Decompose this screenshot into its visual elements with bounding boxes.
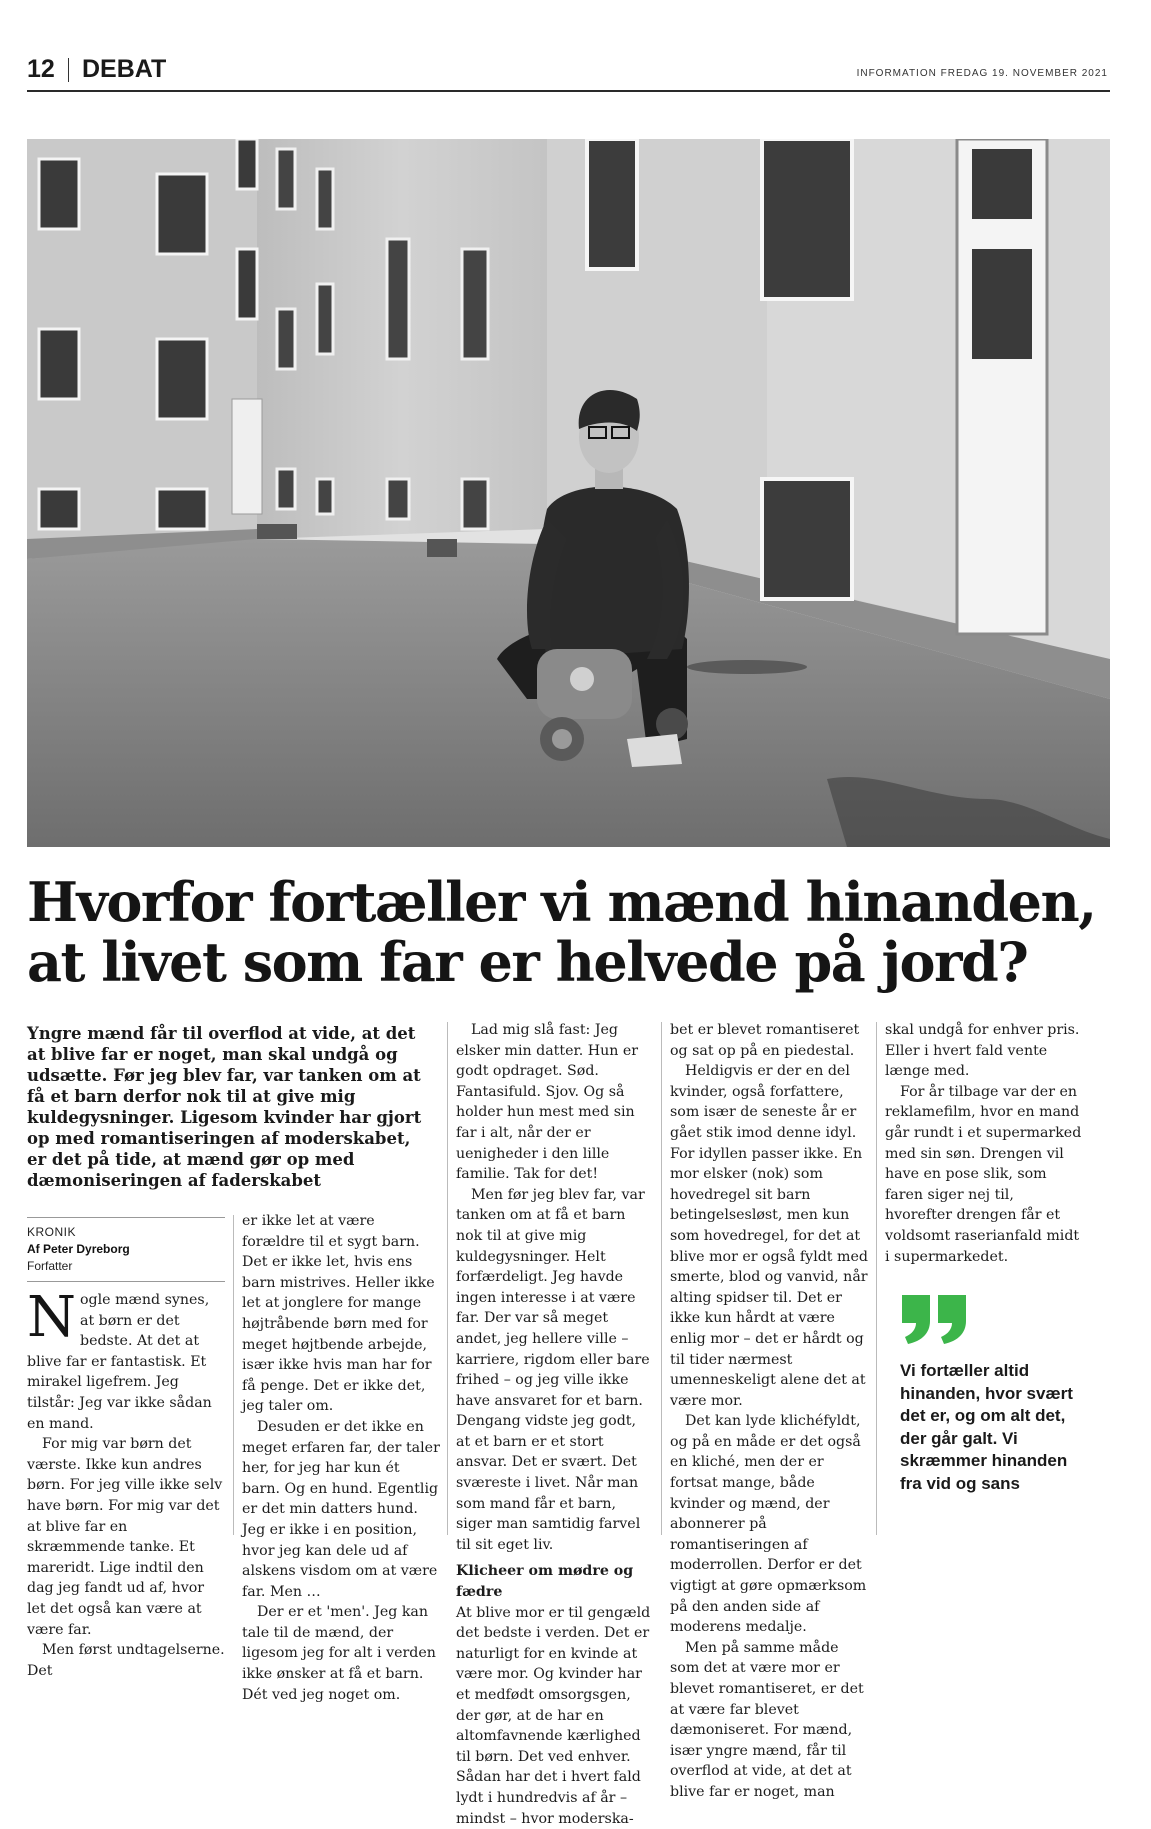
body-column-4 [670,1020,868,1803]
byline [27,1217,225,1282]
page-header [27,52,1110,92]
body-paragraph: Der er et 'men'. Jeg kan tale til de mænd, der ligesom jeg for alt i verden ikke ønsker at få et barn. Dét ved jeg noget om. [242,1604,436,1703]
dateline: INFORMATION FREDAG 19. NOVEMBER 2021 [856,68,1108,79]
body-paragraph: At blive mor er til gengæld det bedste i verden. Det er naturligt for en kvinde at være mor. Og kvinder har et medfødt omsorgsgen, der gør, at de har en altomfavnende kærlighed til børn. Det ved enhver. Sådan har det i hvert fald lydt i hundredvis af år – mindst – hvor moderska- [456,1604,651,1827]
body-column-5 [885,1020,1085,1267]
body-paragraph: er ikke let at være forældre til et sygt barn. Det er ikke let, hvis ens barn mistrives. Heller ikke let at jonglere for mange højtråbende børn med for meget højtbende arbejde, især ikke hvis man har for få penge. Det er ikke det, jeg taler om. [242,1213,435,1415]
body-paragraph: skal undgå for enhver pris. Eller i hvert fald vente længe med. [885,1022,1080,1080]
body-column-1 [27,1285,225,1681]
body-paragraph: For år tilbage var der en reklamefilm, hvor en mand går rundt i et supermarked med sin søn. Drengen vil have en pose slik, som faren siger nej til, hvorefter drengen får et voldsomt raserianfald midt i supermarkedet. [885,1083,1082,1265]
body-paragraph: Nogle mænd synes, at børn er det bedste. At det at blive far er fantastisk. Et mirakel ligefrem. Jeg tilstår: Jeg var ikke sådan en mand. [27,1285,212,1432]
column-divider [876,1022,877,1535]
header-divider [68,58,69,82]
lead-paragraph: Yngre mænd får til overflod at vide, at det at blive far er noget, man skal undgå og udsætte. Før jeg blev far, var tanken om at få et barn derfor nok til at give mig kuldegysninger. Ligesom kvinder har gjort op med romantiseringen af moderskabet, er det på tide, at mænd gør op med dæmoniseringen af faderskabet [27,1024,422,1190]
body-column-3 [456,1020,654,1829]
article-photo [27,139,1110,847]
column-divider [233,1215,234,1535]
author-name: Af Peter Dyreborg [27,1242,130,1256]
body-column-2 [242,1211,440,1705]
body-paragraph: For mig var børn det værste. Ikke kun andres børn. For jeg ville ikke selv have børn. For mig var det at blive far en skræmmende tanke. Et mareridt. Lige indtil den dag jeg fandt ud af, hvor let det også kan være at være far. [27,1436,223,1638]
section-name: DEBAT [82,55,167,83]
closing-quote-icon [900,1293,970,1350]
body-paragraph: Men først undtagelserne. Det [27,1642,225,1679]
column-divider [661,1022,662,1535]
body-paragraph: Heldigvis er der en del kvinder, også forfattere, som især de seneste år er gået stik imod denne idyl. For idyllen passer ikke. En mor elsker (nok) som hovedregel sit barn betingelsesløst, men kun som hovedregel, for det at blive mor er også fyldt med smerte, blod og vanvid, når alting spidser til. Det er ikke kun hårdt at være enlig mor – det er hårdt og til tider nærmest umenneskeligt alene det at være mor. [670,1063,868,1409]
column-divider [447,1022,448,1535]
page-number: 12 [27,55,55,83]
headline: Hvorfor fortæller vi mænd hinanden, at livet som far er helvede på jord? [27,870,1096,994]
body-paragraph: Desuden er det ikke en meget erfaren far, der taler her, for jeg har kun ét barn. Og en hund. Egentlig er det min datters hund. Jeg er ikke i en position, hvor jeg kan dele ud af alskens visdom om at være far. Men … [242,1418,440,1600]
drop-cap: N [27,1285,76,1350]
author-role: Forfatter [27,1259,73,1273]
body-paragraph: Lad mig slå fast: Jeg elsker min datter. Hun er godt opdraget. Sød. Fantasifuld. Sjov. Og så holder hun mest med sin far i alt, når der er uenigheder i den lille familie. Tak for det! [456,1022,639,1183]
body-paragraph: Men før jeg blev far, var tanken om at få et barn nok til at give mig kuldegysninger. Helt forfærdeligt. Jeg havde ingen interesse i at være far. Der var så meget andet, jeg hellere ville – karriere, rigdom eller bare frihed – og jeg ville ikke have ansvaret for et barn. Dengang vidste jeg godt, at et barn er et stort ansvar. Det er svært. Det sværeste i livet. Når man som mand får et barn, siger man samtidig farvel til sit eget liv. [456,1186,650,1553]
subheading: Klicheer om mødre og fædre [456,1563,634,1601]
body-paragraph: Men på samme måde som det at være mor er blevet romantiseret, er det at være far blevet dæmoniseret. For mænd, især yngre mænd, får til overflod at vide, at det at blive far er noget, man [670,1639,864,1800]
body-paragraph: Det kan lyde klichéfyldt, og på en måde er det også en kliché, men der er fortsat mange, både kvinder og mænd, der abonnerer på romantiseringen af moderrollen. Derfor er det vigtigt at gøre opmærksom på den anden side af moderens medalje. [670,1413,867,1636]
body-paragraph: bet er blevet romantiseret og sat op på en piedestal. [670,1022,860,1059]
pull-quote: Vi fortæller altid hinanden, hvor svært det er, og om alt det, der går galt. Vi skræmmer hinanden fra vid og sans [900,1361,1073,1493]
article-kicker: KRONIK [27,1225,77,1239]
